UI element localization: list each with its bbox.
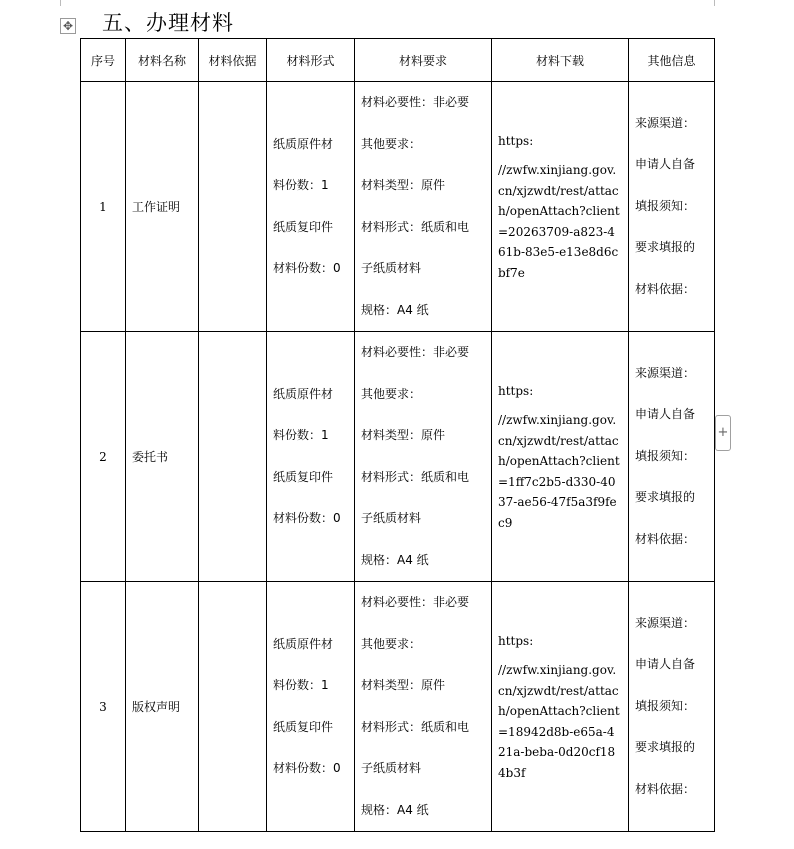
row-material-name: 委托书 — [126, 332, 199, 582]
download-protocol: https: — [498, 634, 534, 648]
row-other-info — [629, 582, 715, 832]
row-index: 2 — [81, 332, 126, 582]
other-line: 填报须知： — [635, 198, 696, 213]
header-form: 材料形式 — [267, 39, 355, 82]
requirement-line: 其他要求： — [361, 136, 422, 151]
row-material-form — [267, 332, 355, 582]
other-line: 填报须知： — [635, 448, 696, 463]
row-material-basis — [199, 82, 267, 332]
row-other-info — [629, 82, 715, 332]
requirement-line: 材料必要性：非必要 — [361, 595, 470, 609]
row-material-basis — [199, 582, 267, 832]
other-line: 申请人自备 — [635, 407, 696, 422]
requirement-line: 材料必要性：非必要 — [361, 95, 470, 109]
form-line: 料份数：1 — [273, 678, 329, 692]
row-material-download — [492, 582, 629, 832]
header-name: 材料名称 — [126, 39, 199, 82]
other-line: 材料依据： — [635, 281, 696, 296]
other-line: 材料依据： — [635, 531, 696, 546]
row-material-name: 版权声明 — [126, 582, 199, 832]
download-link[interactable]: //zwfw.xinjiang.gov.cn/xjzwdt/rest/attach/openAttach?client=20263709-a823-461b-83e5-e13e8d6cbf7e — [498, 163, 620, 280]
form-line: 料份数：1 — [273, 428, 329, 442]
header-index: 序号 — [81, 39, 126, 82]
other-line: 材料依据： — [635, 781, 696, 796]
requirement-line: 材料类型：原件 — [361, 428, 446, 442]
table-row — [81, 582, 715, 832]
download-link[interactable]: //zwfw.xinjiang.gov.cn/xjzwdt/rest/attach/openAttach?client=1ff7c2b5-d330-4037-ae56-47f5a3f9fec9 — [498, 413, 620, 530]
other-line: 来源渠道： — [635, 615, 696, 630]
add-column-plus-icon[interactable]: + — [715, 415, 731, 451]
download-protocol: https: — [498, 384, 534, 398]
header-basis: 材料依据 — [199, 39, 267, 82]
row-other-info — [629, 332, 715, 582]
page-corner-mark-right — [714, 0, 715, 6]
row-material-name: 工作证明 — [126, 82, 199, 332]
header-requirements: 材料要求 — [355, 39, 492, 82]
form-line: 材料份数：0 — [273, 261, 341, 275]
other-line: 要求填报的 — [635, 740, 696, 755]
other-line: 申请人自备 — [635, 157, 696, 172]
requirement-line: 材料形式：纸质和电 — [361, 219, 470, 234]
other-line: 填报须知： — [635, 698, 696, 713]
header-other: 其他信息 — [629, 39, 715, 82]
form-line: 纸质复印件 — [273, 719, 334, 734]
row-material-requirements — [355, 582, 492, 832]
download-protocol: https: — [498, 134, 534, 148]
requirement-line: 规格：A4 纸 — [361, 552, 429, 567]
row-material-download — [492, 332, 629, 582]
other-line: 要求填报的 — [635, 490, 696, 505]
requirement-line: 材料类型：原件 — [361, 678, 446, 692]
row-material-form — [267, 82, 355, 332]
other-line: 来源渠道： — [635, 115, 696, 130]
table-row — [81, 82, 715, 332]
row-material-requirements — [355, 332, 492, 582]
row-index: 1 — [81, 82, 126, 332]
other-line: 要求填报的 — [635, 240, 696, 255]
row-index: 3 — [81, 582, 126, 832]
requirement-line: 子纸质材料 — [361, 511, 422, 525]
table-row — [81, 332, 715, 582]
form-line: 纸质复印件 — [273, 219, 334, 234]
table-header-row — [81, 39, 715, 82]
section-heading: 五、办理材料 — [102, 11, 234, 35]
requirement-line: 材料类型：原件 — [361, 178, 446, 192]
form-line: 纸质原件材 — [273, 636, 334, 651]
requirement-line: 子纸质材料 — [361, 761, 422, 775]
form-line: 纸质复印件 — [273, 469, 334, 484]
form-line: 材料份数：0 — [273, 511, 341, 525]
row-material-form — [267, 582, 355, 832]
row-material-basis — [199, 332, 267, 582]
requirement-line: 其他要求： — [361, 386, 422, 401]
table-move-handle-icon[interactable]: ✥ — [60, 18, 76, 34]
requirement-line: 规格：A4 纸 — [361, 802, 429, 817]
row-material-requirements — [355, 82, 492, 332]
requirement-line: 材料形式：纸质和电 — [361, 469, 470, 484]
requirement-line: 其他要求： — [361, 636, 422, 651]
row-material-download — [492, 82, 629, 332]
requirement-line: 材料形式：纸质和电 — [361, 719, 470, 734]
form-line: 纸质原件材 — [273, 386, 334, 401]
other-line: 来源渠道： — [635, 365, 696, 380]
header-download: 材料下载 — [492, 39, 629, 82]
materials-table — [80, 38, 715, 832]
form-line: 料份数：1 — [273, 178, 329, 192]
other-line: 申请人自备 — [635, 657, 696, 672]
form-line: 材料份数：0 — [273, 761, 341, 775]
page-corner-mark-left — [60, 0, 61, 6]
requirement-line: 子纸质材料 — [361, 261, 422, 275]
requirement-line: 规格：A4 纸 — [361, 302, 429, 317]
form-line: 纸质原件材 — [273, 136, 334, 151]
download-link[interactable]: //zwfw.xinjiang.gov.cn/xjzwdt/rest/attach/openAttach?client=18942d8b-e65a-421a-beba-0d20cf184b3f — [498, 663, 620, 780]
requirement-line: 材料必要性：非必要 — [361, 345, 470, 359]
